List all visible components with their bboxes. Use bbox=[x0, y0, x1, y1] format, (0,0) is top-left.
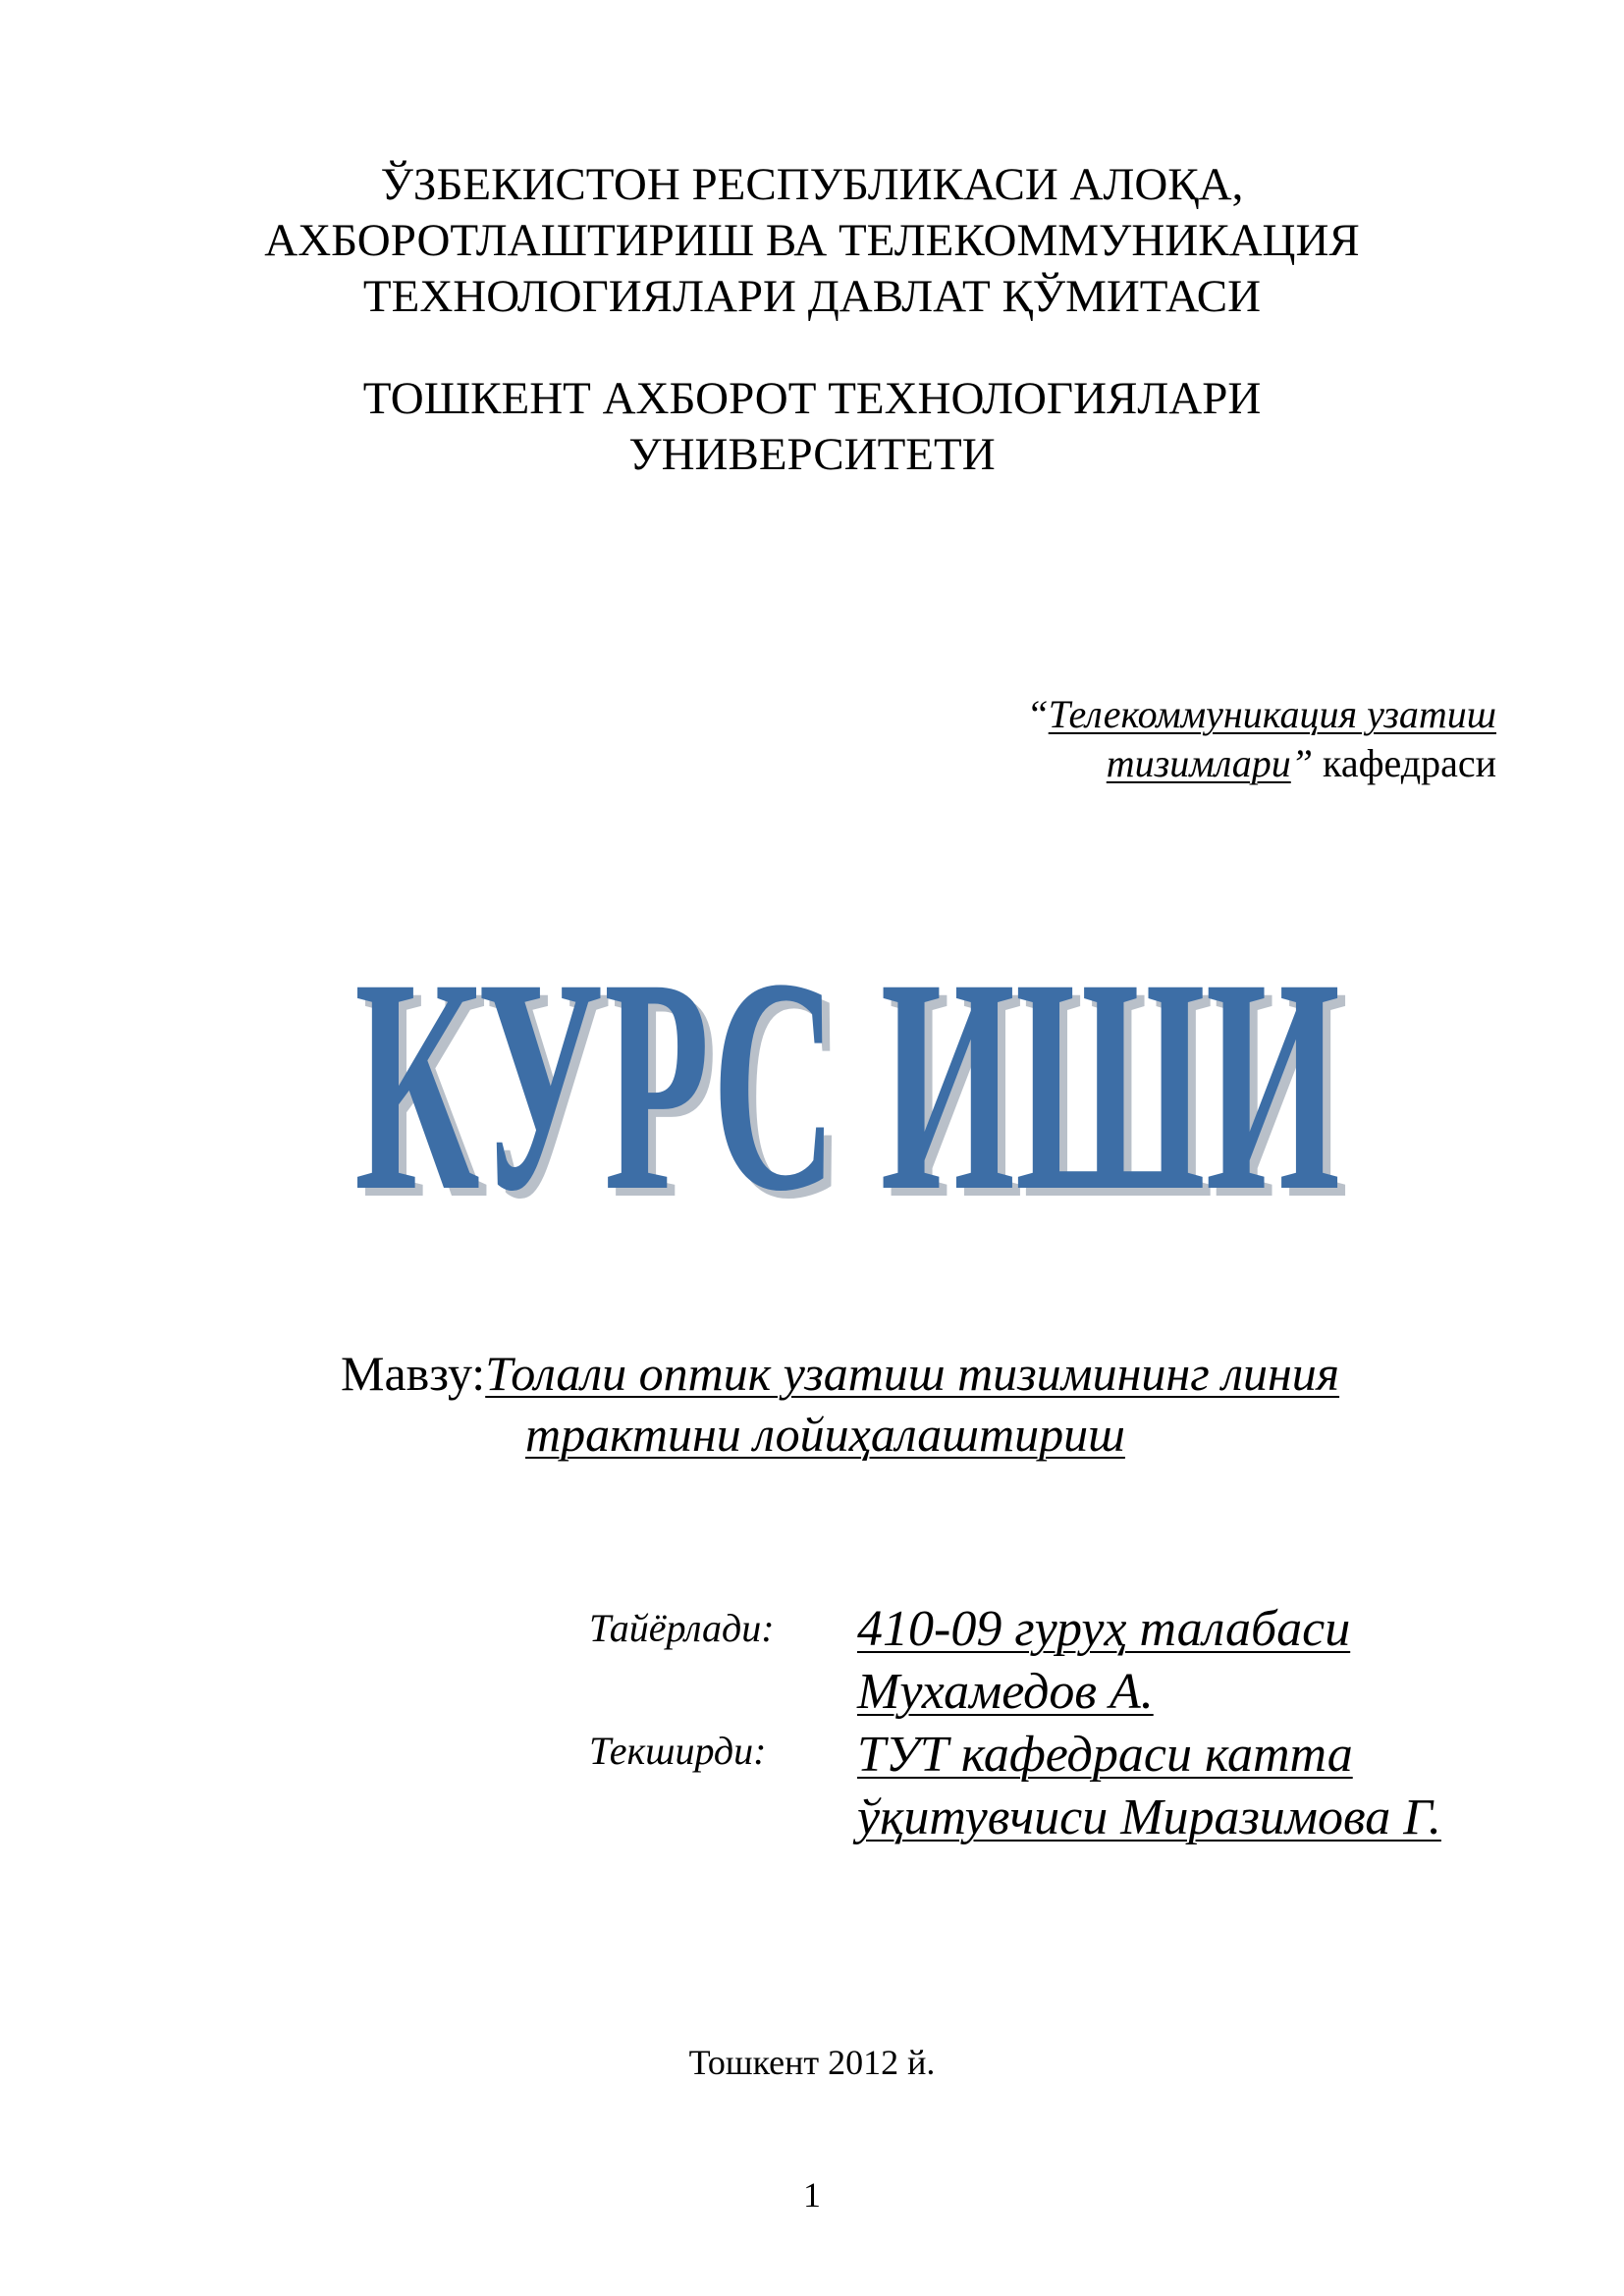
university-line-1: ТОШКЕНТ АХБОРОТ ТЕХНОЛОГИЯЛАРИ bbox=[362, 373, 1262, 424]
department-name-part-1: Телекоммуникация узатиш bbox=[1048, 692, 1496, 736]
prepared-line-1: 410-09 гуруҳ талабаси bbox=[857, 1601, 1351, 1657]
committee-line-1: ЎЗБЕКИСТОН РЕСПУБЛИКАСИ АЛОҚА, bbox=[380, 159, 1244, 210]
department-name-part-2: тизимлари bbox=[1106, 741, 1291, 785]
title-main: КУРС ИШИ bbox=[354, 947, 1340, 1212]
topic-label: Мавзу: bbox=[341, 1346, 486, 1401]
department-close-quote: ” bbox=[1290, 741, 1313, 785]
title-shadow: КУРС ИШИ bbox=[362, 947, 1348, 1212]
university-line-2: УНИВЕРСИТЕТИ bbox=[628, 429, 996, 480]
prepared-label: Тайёрлади: bbox=[589, 1606, 775, 1650]
university-heading bbox=[0, 371, 1624, 483]
checked-line-1: ТУТ кафедраси катта bbox=[857, 1727, 1353, 1783]
department-line-1 bbox=[1026, 690, 1496, 739]
topic-block bbox=[341, 1343, 1519, 1465]
department-name bbox=[1026, 690, 1496, 788]
course-work-title-art bbox=[349, 947, 1350, 1212]
checked-label: Текширди: bbox=[589, 1729, 767, 1773]
topic-line-2: трактини лойиҳалаштириш bbox=[525, 1407, 1125, 1462]
committee-line-2: АХБОРОТЛАШТИРИШ ВА ТЕЛЕКОММУНИКАЦИЯ bbox=[264, 215, 1360, 266]
committee-line-3: ТЕХНОЛОГИЯЛАРИ ДАВЛАТ ҚЎМИТАСИ bbox=[362, 271, 1262, 322]
department-suffix: кафедраси bbox=[1313, 741, 1496, 785]
page-number: 1 bbox=[803, 2175, 821, 2215]
committee-heading bbox=[0, 157, 1624, 325]
topic-line-1: Толали оптик узатиш тизимининг линия bbox=[485, 1346, 1340, 1401]
department-line-2 bbox=[1026, 739, 1496, 788]
course-work-title bbox=[349, 947, 1350, 1212]
prepared-line-2: Мухамедов А. bbox=[857, 1664, 1154, 1720]
city-year: Тошкент 2012 й. bbox=[688, 2043, 936, 2082]
checked-line-2: ўқитувчиси Миразимова Г. bbox=[857, 1789, 1441, 1845]
department-open-quote: “ bbox=[1026, 692, 1049, 736]
